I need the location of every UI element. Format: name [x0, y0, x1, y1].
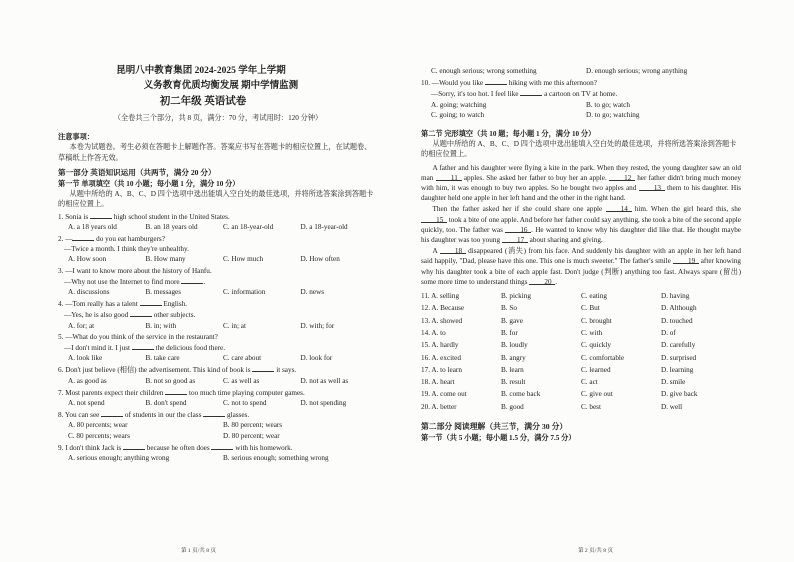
part2-section1-heading: 第一节（共 5 小题；每小题 1.5 分，满分 7.5 分） — [421, 434, 576, 443]
page-1-column — [58, 64, 378, 463]
question-stem: 2. — — [58, 235, 73, 244]
question-6 — [58, 364, 378, 375]
passage-paragraph — [421, 246, 741, 287]
part1-heading: 第一部分 英语知识运用（共两节，满分 20 分） — [58, 167, 216, 177]
answer-blank — [90, 211, 112, 219]
exam-info: （全卷共三个部分，共 8 页，满分：70 分，考试用时：120 分钟） — [113, 114, 323, 122]
question-4 — [58, 298, 378, 309]
option: D. well — [661, 402, 683, 411]
passage-text: . — [555, 277, 557, 286]
answer-blank — [140, 298, 162, 306]
dialogue-line — [58, 276, 378, 287]
section1-instructions: 从题中所给的 A、B、C、D 四个选项中选出能填入空白处的最佳选项，并将所选答案涂到答题卡的相应位置上。 — [58, 190, 374, 209]
option: A. not spend — [68, 399, 105, 408]
option: B. result — [501, 378, 526, 387]
option: 12. A. Because — [421, 304, 465, 313]
answer-blank — [211, 442, 233, 450]
passage-text: him. When the girl heard this, she — [631, 205, 741, 214]
answer-blank — [132, 342, 154, 350]
passage-text: about sharing and giving. — [527, 236, 603, 245]
option: C. learned — [581, 365, 611, 374]
question-stem: . — [203, 277, 206, 286]
option: C. enough serious; wrong something — [431, 67, 537, 75]
options-row — [58, 353, 378, 363]
option: C. give out — [581, 390, 613, 399]
question-stem: a cartoon on TV at home. — [542, 90, 618, 99]
question-stem: glasses. — [225, 411, 250, 420]
options-row — [421, 110, 741, 120]
question-2 — [58, 233, 378, 244]
choice-row — [421, 315, 741, 327]
option: B. take care — [145, 354, 180, 363]
options-row — [421, 100, 741, 110]
question-8 — [58, 409, 378, 420]
option: A. look like — [68, 354, 103, 363]
exam-title-grade: 初二年级 英语试卷 — [159, 96, 247, 107]
passage-paragraph — [421, 163, 741, 204]
exam-page-2 — [397, 0, 794, 562]
option: D. smile — [661, 378, 686, 387]
option: D. 80 percent; wear — [223, 431, 280, 440]
choice-row — [421, 364, 741, 376]
option: C. not to spend — [223, 399, 267, 408]
option: C. best — [581, 402, 601, 411]
choice-row — [421, 290, 741, 302]
question-stem: it says. — [274, 366, 297, 375]
options-row — [58, 376, 378, 386]
option: B. 80 percent; wears — [223, 421, 283, 430]
option: D. not spending — [300, 399, 347, 408]
section1-heading: 第一节 单项填空（共 10 小题；每小题 1 分，满分 10 分） — [58, 180, 240, 189]
answer-blank — [165, 387, 187, 395]
option: B. learn — [501, 365, 524, 374]
option: C. care about — [223, 354, 262, 363]
option: 19. A. come out — [421, 390, 467, 399]
cloze-blank: 12 — [609, 173, 635, 181]
option: D. a 18-year-old — [300, 222, 348, 231]
cloze-blank: 18 — [440, 246, 466, 254]
option: C. act — [581, 378, 598, 387]
section2-heading: 第二节 完形填空（共 10 题；每小题 1 分，满分 10 分） — [421, 130, 596, 139]
option: B. come back — [501, 390, 541, 399]
option: B. loudly — [501, 341, 528, 350]
choice-row — [421, 302, 741, 314]
option: 17. A. to learn — [421, 365, 462, 374]
notice-heading: 注意事项： — [58, 133, 94, 142]
dialogue-line — [58, 309, 378, 320]
option: C. 80 percents; wears — [68, 431, 130, 440]
answer-blank — [130, 309, 152, 317]
notice-text: 本卷为试题卷。考生必须在答题卡上解题作答。答案应书写在答题卡的相应位置上，在试题卷、草稿纸上作答无效。 — [58, 143, 372, 162]
option: D. look for — [300, 354, 333, 363]
option: A. going; watching — [431, 100, 487, 109]
option: D. of — [661, 329, 676, 337]
option: B. in; with — [145, 321, 177, 330]
option: C. But — [581, 304, 600, 313]
page-footer: 第 1 页/共 8 页 — [180, 548, 217, 554]
options-row — [58, 420, 378, 430]
option: A. as good as — [68, 376, 107, 385]
question-stem: 6. Don't just believe (相信) the advertisement. This kind of book is — [58, 366, 253, 375]
question-stem: English. — [161, 300, 188, 309]
options-row — [58, 321, 378, 331]
option: A. a 18 years old — [68, 222, 117, 231]
options-row — [58, 254, 378, 264]
question-stem: because he often does — [144, 443, 212, 452]
question-3: 3. —I want to know more about the history of Hanfu. — [58, 266, 212, 275]
option: C. an 18-year-old — [223, 222, 274, 231]
question-stem: too much time playing computer games. — [187, 388, 305, 397]
option: B. not so good as — [145, 376, 196, 385]
answer-blank — [181, 276, 206, 286]
option: C. as well as — [223, 376, 260, 385]
question-stem: 9. I don't think Jack is — [58, 443, 123, 452]
cloze-blank: 20 — [529, 277, 555, 285]
options-row — [58, 453, 378, 463]
cloze-blank: 13 — [639, 183, 665, 191]
dialogue-line — [421, 88, 741, 99]
section2-instructions: 从题中所给的 A、B、C、D 四个选项中选出能填入空白处的最佳选项，并将所选答案涂到答题卡的相应位置上。 — [421, 140, 737, 159]
option: B. serious enough; something wrong — [223, 454, 329, 463]
passage-text: apples. She asked her father to buy her an apple. — [461, 173, 609, 182]
question-stem: with his homework. — [233, 443, 293, 452]
question-stem: —Sorry, it's too hot. I feel like — [431, 90, 521, 99]
question-stem: —Yes, he is also good — [64, 311, 130, 320]
option: D. learning — [661, 365, 694, 374]
option: C. comfortable — [581, 353, 625, 362]
question-stem: do you eat hamburgers? — [94, 235, 165, 244]
option: C. brought — [581, 316, 612, 325]
dialogue-line — [58, 342, 378, 353]
cloze-blank: 11 — [436, 173, 462, 181]
option: 20. A. better — [421, 402, 457, 411]
question-1 — [58, 211, 378, 222]
option: C. with — [581, 329, 603, 337]
option: D. surprised — [661, 353, 697, 362]
option: D. with; for — [300, 321, 335, 330]
choice-row — [421, 339, 741, 351]
question-10 — [421, 77, 741, 88]
dialogue-line: —Twice a month. I think they're unhealthy. — [64, 245, 189, 254]
passage-text: after knowing why his daughter took a bite of each apple fast. Don't judge (判断) anything too fast. Always spare (留出) some more time to understand things — [421, 257, 742, 286]
question-stem: —I don't mind it. I just — [64, 344, 132, 353]
passage-text: her father didn't bring much money with him, it was enough to buy two apples. So he bought two apples and — [421, 173, 742, 193]
passage-paragraph — [421, 204, 741, 245]
cloze-blank: 17 — [502, 235, 528, 243]
option: D. not as well as — [300, 376, 349, 385]
answer-blank — [485, 77, 507, 85]
question-stem: 10. —Would you like — [421, 79, 485, 88]
option: B. angry — [501, 353, 526, 362]
answer-blank — [123, 442, 145, 450]
option: 18. A. heart — [421, 378, 455, 387]
option: A. for; at — [68, 321, 95, 330]
question-9 — [58, 442, 378, 453]
option: B. don't spend — [145, 399, 187, 408]
answer-blank — [203, 409, 225, 417]
passage-text: A father and his daughter were flying a kite in the park. When they rested, the young daughter saw an old man — [421, 163, 741, 182]
cloze-blank: 16 — [505, 225, 531, 233]
passage-text: . He wanted to know why his daughter did like that. He thought maybe his daughter was too young — [421, 225, 741, 245]
choice-row — [421, 388, 741, 400]
option: A. How soon — [68, 255, 107, 264]
option: D. give back — [661, 390, 698, 399]
question-stem: high school student in the United States. — [111, 212, 230, 221]
option: C. quickly — [581, 341, 611, 350]
option: B. How many — [145, 255, 186, 264]
options-row — [58, 431, 378, 441]
cloze-blank: 19 — [673, 256, 699, 264]
option: C. eating — [581, 292, 607, 301]
option: B. for — [501, 329, 518, 337]
option: C. How much — [223, 255, 264, 264]
option: A. discussions — [68, 288, 110, 297]
answer-blank — [252, 364, 274, 372]
question-stem: 8. You can see — [58, 411, 102, 420]
question-stem: 7. Most parents expect their children — [58, 388, 166, 397]
question-7 — [58, 387, 378, 398]
option: 15. A. hardly — [421, 341, 459, 350]
option: 14. A. to — [421, 329, 446, 337]
option: C. in; at — [223, 321, 246, 330]
part2-heading: 第二部分 阅读理解（共三节，满分 30 分） — [421, 422, 568, 432]
passage-text: disappeared (消失) from his face. And suddenly his daughter with an apple in her left hand said happily, "Dad, please have this one. This one is much sweeter." The father's smile — [421, 247, 741, 266]
choice-row — [421, 352, 741, 364]
answer-blank — [101, 409, 123, 417]
option: D. news — [300, 288, 325, 297]
page-2-column — [421, 66, 741, 443]
question-stem: —Why not use the Internet to find more — [64, 277, 182, 286]
options-row — [58, 222, 378, 232]
page-footer: 第 2 页/共 8 页 — [577, 548, 614, 554]
option: B. to go; watch — [586, 100, 630, 109]
option: 13. A. showed — [421, 316, 463, 325]
exam-title-event: 义务教育优质均衡发展 期中学情监测 — [143, 81, 299, 91]
question-stem: of students in our the class — [123, 411, 204, 420]
question-stem: the delicious food there. — [153, 344, 226, 353]
option: B. picking — [501, 292, 531, 301]
passage-text: them to his daughter. His daughter held one apple in her left hand and the other in the right hand. — [421, 184, 741, 203]
options-row — [58, 398, 378, 408]
option: C. information — [223, 288, 266, 297]
passage-text: Then the father asked her if she could share one apple — [432, 205, 606, 214]
option: D. to go; watching — [586, 110, 640, 119]
option: B. gave — [501, 316, 523, 325]
option: D. enough serious; wrong anything — [586, 67, 688, 75]
question-stem: other subjects. — [151, 311, 196, 320]
option: 16. A. excited — [421, 353, 461, 362]
option: B. good — [501, 402, 524, 411]
option: B. messages — [145, 288, 182, 297]
question-stem: hiking with me this afternoon? — [506, 79, 597, 88]
choice-row — [421, 401, 741, 413]
option: D. Although — [661, 304, 697, 313]
passage-text: took a bite of one apple. And before her father could say anything, she took a bite of the second apple quickly, too. The father was — [421, 215, 741, 234]
question-stem: 1. Sonia is — [58, 212, 90, 221]
option: D. How often — [300, 255, 340, 264]
choice-row — [421, 327, 741, 339]
answer-blank — [520, 88, 542, 96]
option: C. going; to watch — [431, 110, 485, 119]
cloze-choices-grid — [421, 290, 741, 413]
choice-row — [421, 376, 741, 388]
option: A. 80 percents; wear — [68, 421, 128, 430]
cloze-blank: 15 — [421, 215, 447, 223]
option: 11. A. selling — [421, 292, 460, 301]
exam-title-school: 昆明八中教育集团 2024-2025 学年上学期 — [116, 66, 286, 76]
option: A. serious enough; anything wrong — [68, 454, 170, 463]
option: D. touched — [661, 316, 693, 325]
option: D. carefully — [661, 341, 696, 350]
option: D. having — [661, 292, 690, 301]
option: B. So — [501, 304, 517, 313]
cloze-passage — [421, 163, 741, 287]
passage-text: A — [432, 247, 440, 256]
cloze-blank: 14 — [606, 204, 632, 212]
option: B. an 18 years old — [145, 222, 198, 231]
answer-blank — [72, 233, 94, 241]
question-stem: 4. —Tom really has a talent — [58, 300, 140, 309]
options-row — [421, 66, 741, 76]
question-5: 5. —What do you think of the service in the restaurant? — [58, 332, 218, 341]
options-row — [58, 287, 378, 297]
